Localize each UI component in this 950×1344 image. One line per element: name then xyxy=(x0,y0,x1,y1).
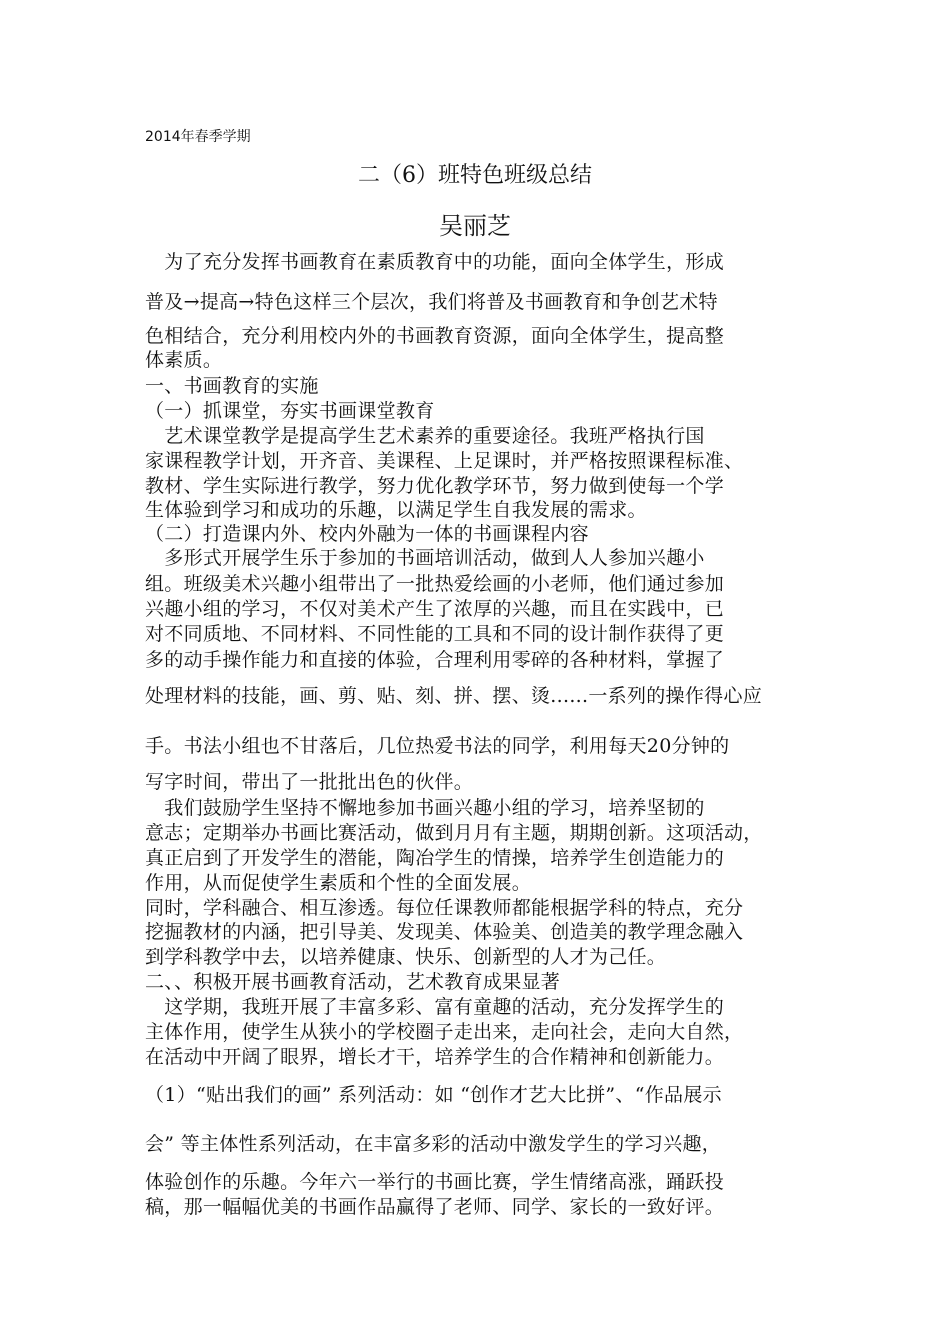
term-label: 2014年春季学期 xyxy=(145,129,251,145)
body-line: 意志；定期举办书画比赛活动，做到月月有主题，期期创新。这项活动， xyxy=(145,822,763,844)
subsection-heading: （二）打造课内外、校内外融为一体的书画课程内容 xyxy=(145,523,589,545)
body-line: 处理材料的技能，画、剪、贴、刻、拼、摆、烫......一系列的操作得心应 xyxy=(145,685,763,707)
body-line: 在活动中开阔了眼界，增长才干，培养学生的合作精神和创新能力。 xyxy=(145,1046,725,1068)
body-line: 同时，学科融合、相互渗透。每位任课教师都能根据学科的特点，充分 xyxy=(145,897,744,919)
body-line: 为了充分发挥书画教育在素质教育中的功能，面向全体学生，形成 xyxy=(145,251,725,273)
section-heading: 二、、积极开展书画教育活动，艺术教育成果显著 xyxy=(145,971,561,993)
body-line: 作用，从而促使学生素质和个性的全面发展。 xyxy=(145,872,532,894)
body-line: （1）“贴出我们的画” 系列活动：如 “创作才艺大比拼”、“作品展示 xyxy=(145,1084,722,1106)
body-line: 组。班级美术兴趣小组带出了一批热爱绘画的小老师，他们通过参加 xyxy=(145,573,725,595)
body-line: 主体作用，使学生从狭小的学校圈子走出来，走向社会，走向大自然， xyxy=(145,1021,744,1043)
body-line: 会” 等主体性系列活动，在丰富多彩的活动中激发学生的学习兴趣， xyxy=(145,1133,722,1155)
body-line: 体验创作的乐趣。今年六一举行的书画比赛，学生情绪高涨，踊跃投 xyxy=(145,1171,725,1193)
body-line: 多形式开展学生乐于参加的书画培训活动，做到人人参加兴趣小 xyxy=(145,547,705,569)
body-line: 挖掘教材的内涵，把引导美、发现美、体验美、创造美的教学理念融入 xyxy=(145,921,744,943)
body-line: 写字时间，带出了一批批出色的伙伴。 xyxy=(145,771,474,793)
section-heading: 一、书画教育的实施 xyxy=(145,375,319,397)
body-line: 色相结合，充分利用校内外的书画教育资源，面向全体学生，提高整 xyxy=(145,325,725,347)
body-line: 体素质。 xyxy=(145,349,223,371)
document-author: 吴丽芝 xyxy=(439,212,511,240)
body-line: 稿，那一幅幅优美的书画作品赢得了老师、同学、家长的一致好评。 xyxy=(145,1196,725,1218)
body-line: 教材、学生实际进行教学，努力优化教学环节，努力做到使每一个学 xyxy=(145,475,725,497)
body-line: 真正启到了开发学生的潜能，陶冶学生的情操，培养学生创造能力的 xyxy=(145,847,725,869)
body-line: 手。书法小组也不甘落后，几位热爱书法的同学，利用每天20分钟的 xyxy=(145,735,730,757)
body-line: 家课程教学计划，开齐音、美课程、上足课时，并严格按照课程标准、 xyxy=(145,450,744,472)
body-line: 这学期，我班开展了丰富多彩、富有童趣的活动，充分发挥学生的 xyxy=(145,996,725,1018)
body-line: 艺术课堂教学是提高学生艺术素养的重要途径。我班严格执行国 xyxy=(145,425,705,447)
document-title: 二（6）班特色班级总结 xyxy=(358,163,592,188)
body-line: 到学科教学中去，以培养健康、快乐、创新型的人才为己任。 xyxy=(145,946,667,968)
subsection-heading: （一）抓课堂，夯实书画课堂教育 xyxy=(145,400,435,422)
body-line: 我们鼓励学生坚持不懈地参加书画兴趣小组的学习，培养坚韧的 xyxy=(145,797,705,819)
body-line: 对不同质地、不同材料、不同性能的工具和不同的设计制作获得了更 xyxy=(145,623,725,645)
body-line: 普及→提高→特色这样三个层次，我们将普及书画教育和争创艺术特 xyxy=(145,291,718,313)
body-line: 生体验到学习和成功的乐趣，以满足学生自我发展的需求。 xyxy=(145,499,647,521)
body-line: 兴趣小组的学习，不仅对美术产生了浓厚的兴趣，而且在实践中，已 xyxy=(145,598,725,620)
body-line: 多的动手操作能力和直接的体验，合理利用零碎的各种材料，掌握了 xyxy=(145,649,725,671)
